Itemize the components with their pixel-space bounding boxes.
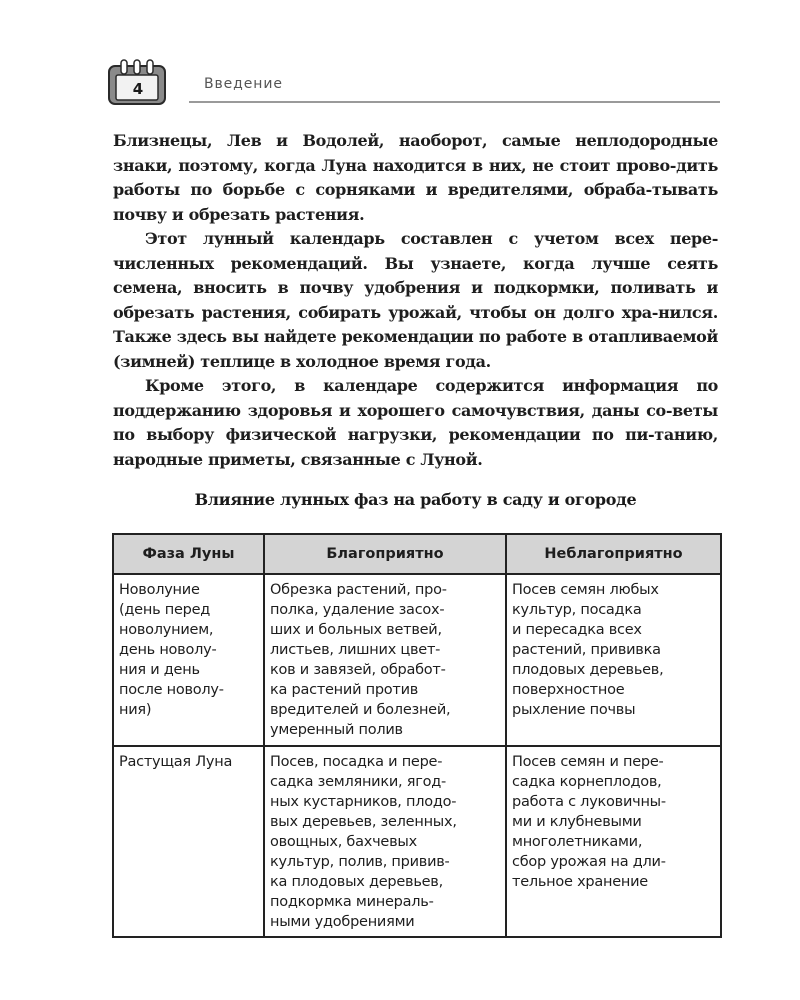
header-divider: [189, 101, 720, 103]
header-favorable: Благоприятно: [264, 534, 506, 574]
table-row: [113, 574, 721, 746]
paragraph-1: Близнецы, Лев и Водолей, наоборот, самые неплодородные знаки, поэтому, когда Луна находится в них, не стоит прово-дить работы по борьбе с сорняками и вредителями, обраба-тывать почву и обрезать растения.: [113, 131, 718, 224]
table-row: [113, 746, 721, 937]
table-caption: Влияние лунных фаз на работу в саду и огороде: [194, 490, 637, 509]
page-header: [107, 58, 720, 106]
unfavorable-cell: Посев семян любых культур, посадка и пересадка всех растений, прививка плодовых деревьев, поверхностное рыхление почвы: [506, 574, 721, 746]
phase-cell: Новолуние (день перед новолунием, день новолу- ния и день после новолу- ния): [113, 574, 264, 746]
paragraph-3: Кроме этого, в календаре содержится информация по поддержанию здоровья и хорошего самочувствия, даны со-веты по выбору физической нагрузки, рекомендации по пи-танию, народные приметы, связанные с Луной.: [113, 376, 718, 469]
section-title: Введение: [204, 76, 283, 92]
page-number: 4: [132, 80, 144, 98]
table-header-row: [113, 534, 721, 574]
header-unfavorable: Неблагоприятно: [506, 534, 721, 574]
paragraph-2: Этот лунный календарь составлен с учетом всех пере-численных рекомендаций. Вы узнаете, когда лучше сеять семена, вносить в почву удобрения и подкормки, поливать и обрезать растения, собирать урожай, чтобы он долго хра-нился. Также здесь вы найдете рекомендации по работе в отапливаемой (зимней) теплице в холодное время года.: [113, 229, 718, 371]
favorable-cell: Обрезка растений, про- полка, удаление засох- ших и больных ветвей, листьев, лишних цвет- ков и завязей, обработ- ка растений против вредителей и болезней, умеренный полив: [264, 574, 506, 746]
body-text: [113, 129, 718, 472]
moon-phases-table: [112, 533, 722, 938]
favorable-cell: Посев, посадка и пере- садка земляники, ягод- ных кустарников, плодо- вых деревьев, зеленных, овощных, бахчевых культур, полив, привив- ка плодовых деревьев, подкормка минераль- ными удобрениями: [264, 746, 506, 937]
phase-cell: Растущая Луна: [113, 746, 264, 937]
unfavorable-cell: Посев семян и пере- садка корнеплодов, работа с луковичны- ми и клубневыми многолетниками, сбор урожая на дли- тельное хранение: [506, 746, 721, 937]
header-phase: Фаза Луны: [113, 534, 264, 574]
